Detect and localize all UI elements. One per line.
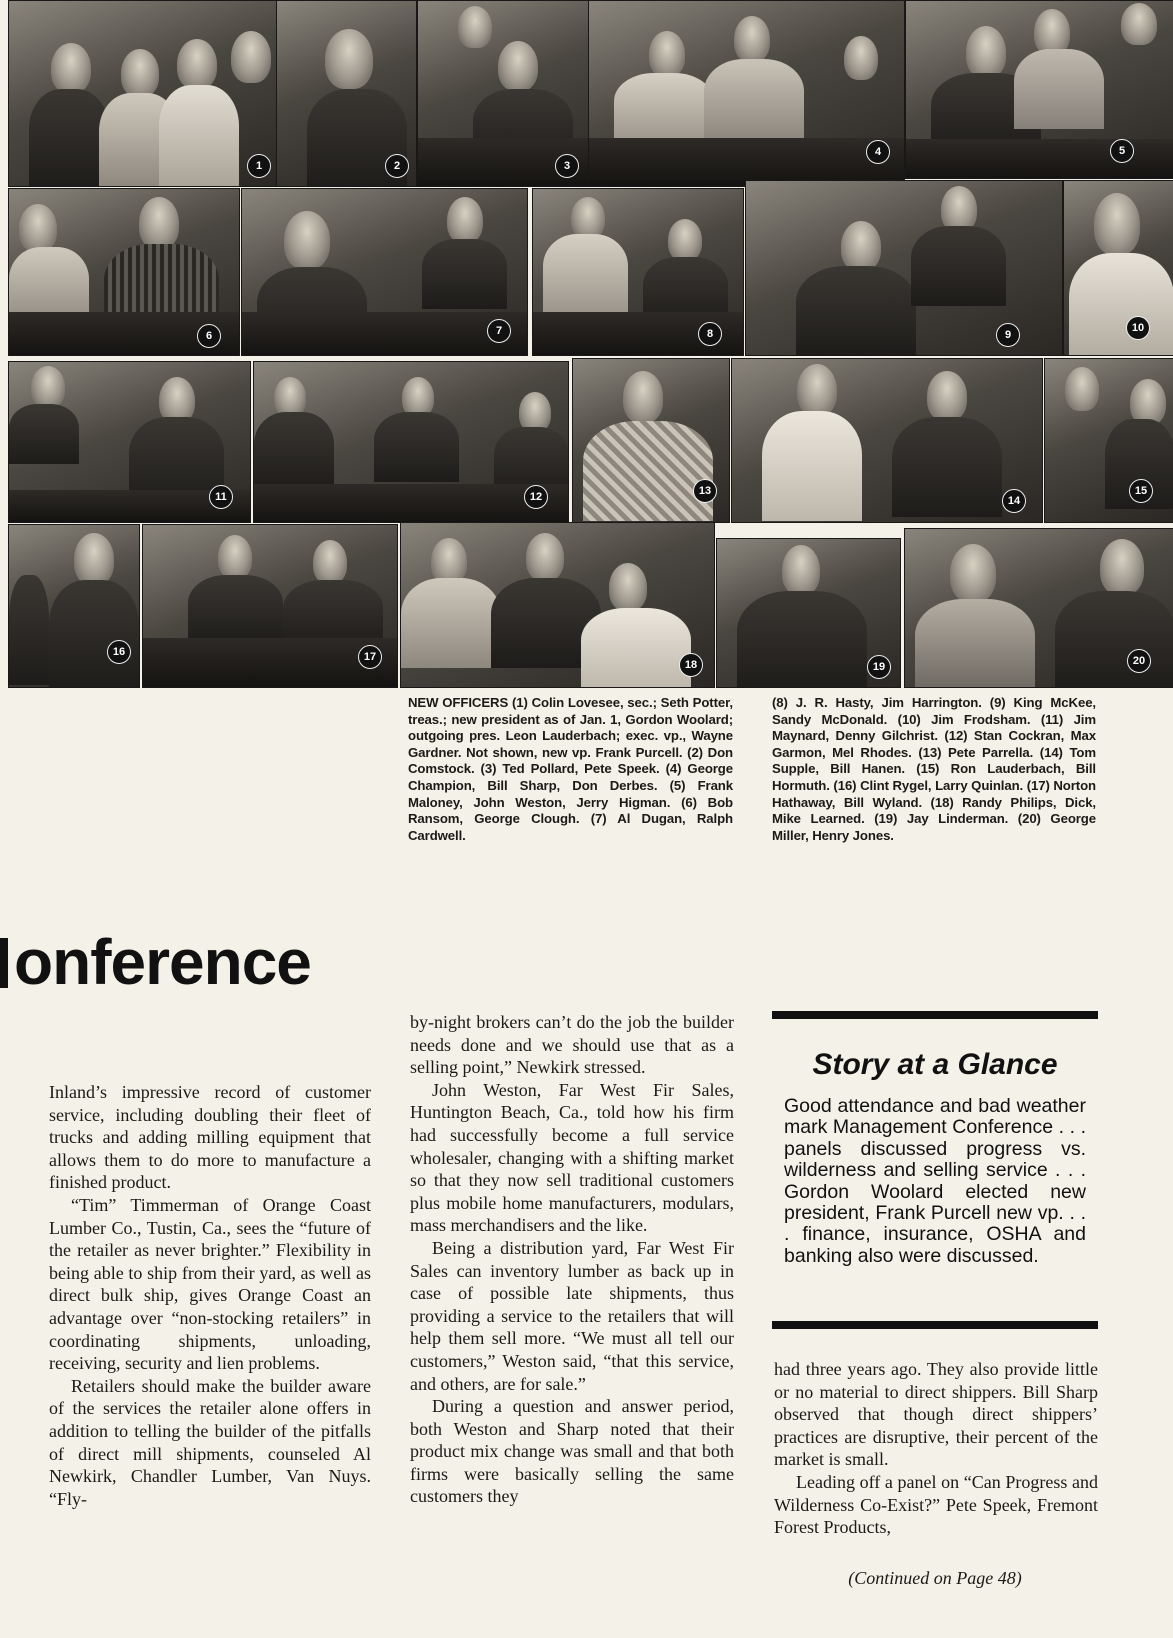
photo-number-badge: 18 bbox=[679, 653, 703, 677]
paragraph: “Tim” Timmerman of Orange Coast Lumber Co., Tustin, Ca., sees the “future of the retailer as never brighter.” Flexibility in being able to ship from their yard, as well as direct bulk ship, gives Orange Coast an advantage over “non-stocking retailers” in coordinating shipments, unloading, receiving, security and lien problems. bbox=[49, 1194, 371, 1374]
caption-right-text: (8) J. R. Hasty, Jim Harrington. (9) King McKee, Sandy McDonald. (10) Jim Frodsham. (11) Jim Maynard, Denny Gilchrist. (12) Stan Cockran, Max Garmon, Mel Rhodes. (13) Pete Parrella. (14) Tom Supple, Bill Hanen. (15) Ron Lauderbach, Bill Hormuth. (16) Clint Rygel, Larry Quinlan. (17) Norton Hathaway, Bill Wyland. (18) Randy Philips, Dick, Mike Learned. (19) Jay Linderman. (20) George Miller, Henry Jones. bbox=[772, 695, 1096, 843]
cropped-letter-fragment bbox=[0, 938, 8, 988]
paragraph: by-night brokers can’t do the job the builder needs done and we should use that as a selling point,” Newkirk stressed. bbox=[410, 1012, 734, 1078]
photo-15 bbox=[1044, 358, 1173, 523]
photo-number-badge: 3 bbox=[555, 154, 579, 178]
photo-5 bbox=[905, 0, 1173, 179]
article-column-3 bbox=[774, 1358, 1098, 1539]
photo-2 bbox=[276, 0, 417, 187]
photo-4 bbox=[588, 0, 905, 187]
photo-number-badge: 5 bbox=[1110, 139, 1134, 163]
glance-bottom-rule bbox=[772, 1321, 1098, 1329]
glance-summary: Good attendance and bad weather mark Management Conference . . . panels discussed progress vs. wilderness and selling service . . . Gordon Woolard elected new president, Frank Purcell new vp. . . . finance, insurance, OSHA and banking also were discussed. bbox=[784, 1095, 1086, 1267]
photo-number-badge: 14 bbox=[1002, 489, 1026, 513]
photo-9 bbox=[745, 180, 1063, 356]
photo-number-badge: 7 bbox=[487, 319, 511, 343]
photo-number-badge: 8 bbox=[698, 322, 722, 346]
glance-top-rule bbox=[772, 1011, 1098, 1019]
photo-number-badge: 9 bbox=[996, 323, 1020, 347]
paragraph: John Weston, Far West Fir Sales, Huntington Beach, Ca., told how his firm had successfully become a full service wholesaler, changing with a shifting market so that they now sell traditional customers plus mobile home manufacturers, modulars, mass merchandisers and the like. bbox=[410, 1079, 734, 1236]
photo-12 bbox=[253, 361, 569, 523]
photo-7 bbox=[241, 188, 528, 356]
paragraph: During a question and answer period, both Weston and Sharp noted that their product mix change was small and that both firms were basically selling the same customers they bbox=[410, 1396, 734, 1507]
photo-16 bbox=[8, 524, 140, 688]
photo-number-badge: 1 bbox=[247, 154, 271, 178]
photo-number-badge: 4 bbox=[866, 140, 890, 164]
photo-19 bbox=[716, 538, 901, 688]
photo-14 bbox=[731, 358, 1043, 523]
photo-collage bbox=[0, 0, 1173, 686]
photo-3 bbox=[417, 0, 589, 187]
photo-number-badge: 15 bbox=[1129, 479, 1153, 503]
caption-lead: NEW OFFICERS bbox=[408, 695, 509, 710]
caption-left-text: (1) Colin Lovesee, sec.; Seth Potter, treas.; new president as of Jan. 1, Gordon Woolard; outgoing pres. Leon Lauderbach; exec. vp., Wayne Gardner. Not shown, new vp. Frank Purcell. (2) Don Comstock. (3) Ted Pollard, Pete Speek. (4) George Champion, Bill Sharp, Don Derbes. (5) Frank Maloney, John Weston, Jerry Higman. (6) Bob Ransom, George Clough. (7) Al Dugan, Ralph Cardwell. bbox=[408, 695, 733, 843]
photo-number-badge: 10 bbox=[1126, 316, 1150, 340]
photo-number-badge: 2 bbox=[385, 154, 409, 178]
photo-caption-left bbox=[408, 695, 733, 844]
headline-text: onference bbox=[14, 926, 311, 998]
photo-6 bbox=[8, 188, 240, 356]
photo-number-badge: 11 bbox=[209, 485, 233, 509]
paragraph: had three years ago. They also provide little or no material to direct shippers. Bill Sharp observed that though direct shippers’ practices are disruptive, their percent of the market is small. bbox=[774, 1359, 1098, 1470]
paragraph: Being a distribution yard, Far West Fir Sales can inventory lumber as back up in case of possible late shipments, thus providing a service to the retailers that will help them sell more. “We must all tell our customers,” Weston said, “that this service, and others, are for sale.” bbox=[410, 1237, 734, 1394]
photo-20 bbox=[904, 528, 1173, 688]
photo-10 bbox=[1063, 180, 1173, 356]
photo-number-badge: 17 bbox=[358, 645, 382, 669]
photo-11 bbox=[8, 361, 251, 523]
photo-number-badge: 6 bbox=[197, 324, 221, 348]
headline bbox=[0, 926, 311, 998]
photo-1 bbox=[8, 0, 277, 187]
continued-note: (Continued on Page 48) bbox=[848, 1568, 1022, 1588]
glance-title: Story at a Glance bbox=[812, 1048, 1058, 1081]
article-column-1 bbox=[49, 1081, 371, 1510]
photo-number-badge: 16 bbox=[107, 640, 131, 664]
paragraph: Inland’s impressive record of customer service, including doubling their fleet of trucks and adding milling equipment that allows them to do more to manufacture a finished product. bbox=[49, 1082, 371, 1193]
photo-number-badge: 20 bbox=[1127, 649, 1151, 673]
photo-13 bbox=[572, 358, 730, 523]
photo-number-badge: 19 bbox=[867, 655, 891, 679]
photo-number-badge: 12 bbox=[524, 485, 548, 509]
photo-8 bbox=[532, 188, 744, 356]
article-column-2 bbox=[410, 1011, 734, 1508]
paragraph: Retailers should make the builder aware of the services the retailer alone offers in addition to telling the builder of the pitfalls of direct mill shipments, counseled Al Newkirk, Chandler Lumber, Van Nuys. “Fly- bbox=[49, 1375, 371, 1509]
paragraph: Leading off a panel on “Can Progress and Wilderness Co-Exist?” Pete Speek, Fremont Forest Products, bbox=[774, 1471, 1098, 1538]
photo-caption-right bbox=[772, 695, 1096, 844]
photo-17 bbox=[142, 524, 398, 688]
photo-18 bbox=[400, 522, 715, 688]
photo-number-badge: 13 bbox=[693, 479, 717, 503]
